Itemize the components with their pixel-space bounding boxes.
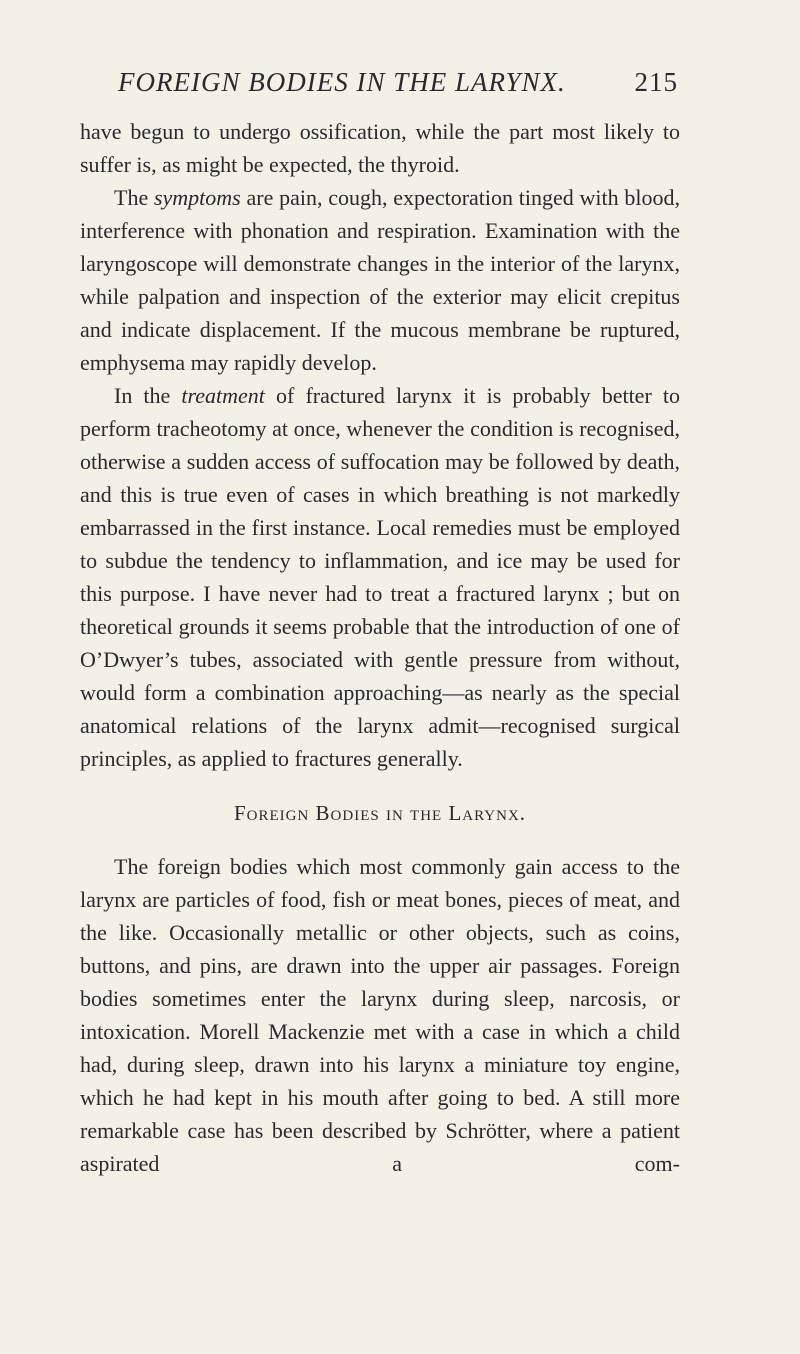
- paragraph-text: The: [114, 185, 154, 210]
- paragraph-foreign-bodies: The foreign bodies which most commonly gain access to the larynx are particles of food, fish or meat bones, pieces of meat, and the like. Occasionally metallic or other objects, such as coins, buttons, and pins, are drawn into the upper air passages. Foreign bodies sometimes enter the larynx during sleep, narcosis, or intoxication. Morell Mackenzie met with a case in which a child had, during sleep, drawn into his larynx a miniature toy engine, which he had kept in his mouth after going to bed. A still more remarkable case has been described by Schrötter, where a patient aspirated a com-: [80, 854, 680, 1176]
- section-heading: Foreign Bodies in the Larynx.: [233, 801, 527, 825]
- emphasis-treatment: treatment: [181, 383, 265, 408]
- paragraph-symptoms: [80, 181, 680, 379]
- emphasis-symptoms: symptoms: [153, 185, 241, 210]
- paragraph-continued: have begun to undergo ossification, while the part most likely to suffer is, as might be expected, the thyroid.: [80, 119, 680, 177]
- running-title: FOREIGN BODIES IN THE LARYNX.: [118, 67, 566, 97]
- page-number: 215: [634, 67, 678, 97]
- paragraph-text: In the: [114, 383, 182, 408]
- paragraph-treatment: [80, 379, 680, 775]
- running-head: [118, 62, 678, 102]
- paragraph-text: are pain, cough, expectoration tinged with blood, interference with phonation and respiration. Examination with the laryngoscope will demonstrate changes in the interior of the larynx, while palpation and inspection of the exterior may elicit crepitus and indicate displacement. If the mucous membrane be ruptured, emphysema may rapidly develop.: [80, 185, 681, 375]
- paragraph-text: of fractured larynx it is probably better to perform tracheotomy at once, whenever the condition is recognised, otherwise a sudden access of suffocation may be followed by death, and this is true even of cases in which breathing is not markedly embarrassed in the first instance. Local remedies must be employed to subdue the tendency to inflammation, and ice may be used for this purpose. I have never had to treat a fractured larynx ; but on theoretical grounds it seems probable that the introduction of one of O’Dwyer’s tubes, associated with gentle pressure from without, would form a combination approaching—as nearly as the special anatomical relations of the larynx admit—recognised surgical principles, as applied to fractures generally.: [80, 383, 680, 771]
- body-text: [80, 115, 680, 1180]
